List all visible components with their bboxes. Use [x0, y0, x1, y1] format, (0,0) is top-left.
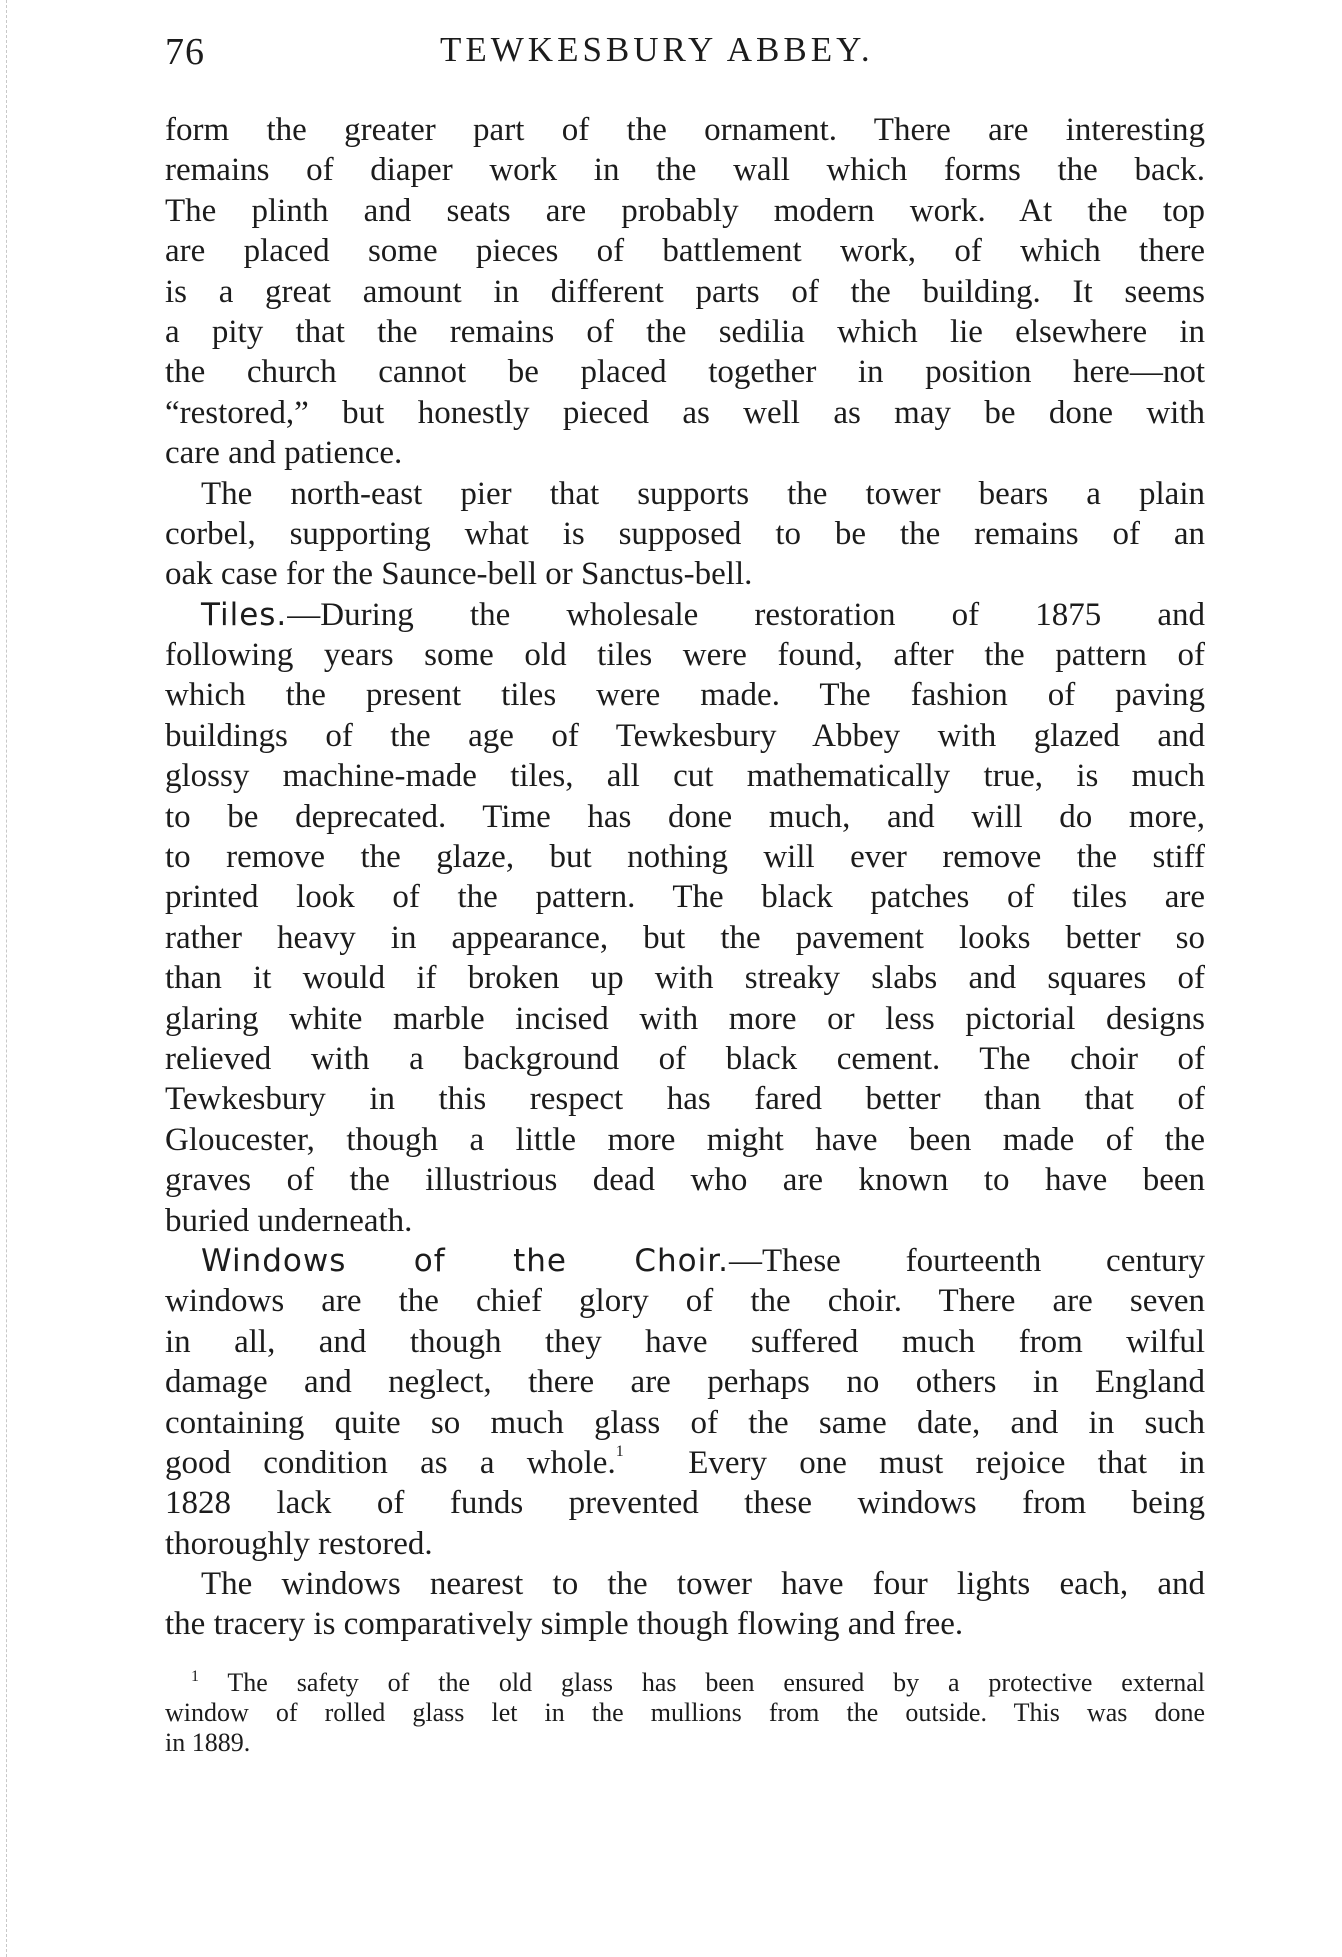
text-run: —During the wholesale restoration of 1875 and [287, 596, 1205, 633]
paragraph-corbel [165, 474, 1205, 595]
paragraph-windows-of-the-choir [165, 1241, 1205, 1564]
text-line: form the greater part of the ornament. There are interesting [165, 112, 1205, 148]
paragraph-sedilia [165, 110, 1205, 474]
text-line: The north-east pier that supports the tower bears a plain [201, 475, 1205, 512]
footnote-text: The safety of the old glass has been ensured by a protective external [199, 1668, 1205, 1697]
text-line: corbel, supporting what is supposed to be the remains of an [165, 515, 1205, 552]
text-line: following years some old tiles were found, after the pattern of [165, 637, 1205, 674]
footnote-line: window of rolled glass let in the mullions from the outside. This was done [165, 1698, 1205, 1727]
text-line: Gloucester, though a little more might have been made of the [165, 1121, 1205, 1158]
text-line: “restored,” but honestly pieced as well as may be done with [165, 394, 1205, 431]
text-line: The plinth and seats are probably modern work. At the top [165, 192, 1205, 229]
section-heading-windows: Windows of the Choir. [201, 1242, 730, 1279]
section-heading-tiles: Tiles. [201, 596, 288, 633]
text-line: glossy machine-made tiles, all cut mathematically true, is much [165, 758, 1205, 795]
page-number: 76 [165, 31, 205, 73]
paragraph-tiles [165, 595, 1205, 1241]
text-line: graves of the illustrious dead who are known to have been [165, 1162, 1205, 1199]
text-run: Every one must rejoice that in [623, 1444, 1206, 1481]
text-line: rather heavy in appearance, but the pavement looks better so [165, 919, 1205, 956]
text-line: to remove the glaze, but nothing will ever remove the stiff [165, 839, 1205, 876]
footnote-marker: 1 [191, 1668, 199, 1685]
text-line: relieved with a background of black cement. The choir of [165, 1040, 1205, 1077]
text-run: good condition as a whole. [165, 1444, 616, 1481]
footnote-line: in 1889. [165, 1728, 251, 1757]
text-line: containing quite so much glass of the same date, and in such [165, 1404, 1205, 1441]
text-line: remains of diaper work in the wall which forms the back. [165, 152, 1205, 189]
footnote-reference[interactable]: 1 [615, 1442, 624, 1460]
text-run: —These fourteenth century [729, 1242, 1205, 1279]
text-line: a pity that the remains of the sedilia which lie elsewhere in [165, 313, 1205, 350]
running-head [165, 30, 1205, 80]
paragraph-tower-windows [165, 1564, 1205, 1645]
body-text [165, 110, 1205, 1645]
text-line: buried underneath. [165, 1202, 413, 1239]
text-line: buildings of the age of Tewkesbury Abbey with glazed and [165, 717, 1205, 754]
running-title: TEWKESBURY ABBEY. [440, 30, 874, 69]
text-line: 1828 lack of funds prevented these windows from being [165, 1485, 1205, 1522]
text-line: is a great amount in different parts of the building. It seems [165, 273, 1205, 310]
text-line: than it would if broken up with streaky slabs and squares of [165, 960, 1205, 997]
text-line: Tewkesbury in this respect has fared better than that of [165, 1081, 1205, 1118]
text-line: the church cannot be placed together in position here—not [165, 354, 1205, 391]
footnote-line [165, 1668, 1205, 1698]
text-line: thoroughly restored. [165, 1525, 433, 1562]
text-line: glaring white marble incised with more or less pictorial designs [165, 1000, 1205, 1037]
text-line: are placed some pieces of battlement work, of which there [165, 233, 1205, 270]
text-line: the tracery is comparatively simple though flowing and free. [165, 1606, 964, 1643]
text-line: windows are the chief glory of the choir. There are seven [165, 1283, 1205, 1320]
text-line: printed look of the pattern. The black patches of tiles are [165, 879, 1205, 916]
text-line: which the present tiles were made. The fashion of paving [165, 677, 1205, 714]
text-line: care and patience. [165, 435, 403, 472]
text-line: in all, and though they have suffered much from wilful [165, 1323, 1205, 1360]
footnote-block [165, 1668, 1205, 1758]
text-line: to be deprecated. Time has done much, and will do more, [165, 798, 1205, 835]
text-line: damage and neglect, there are perhaps no others in England [165, 1364, 1205, 1401]
page-edge-divider [6, 0, 7, 1957]
text-line: oak case for the Saunce-bell or Sanctus-bell. [165, 556, 753, 593]
text-line: The windows nearest to the tower have four lights each, and [201, 1566, 1205, 1603]
text-line [165, 595, 1205, 635]
text-line [165, 1241, 1205, 1281]
text-line [165, 1443, 1205, 1483]
